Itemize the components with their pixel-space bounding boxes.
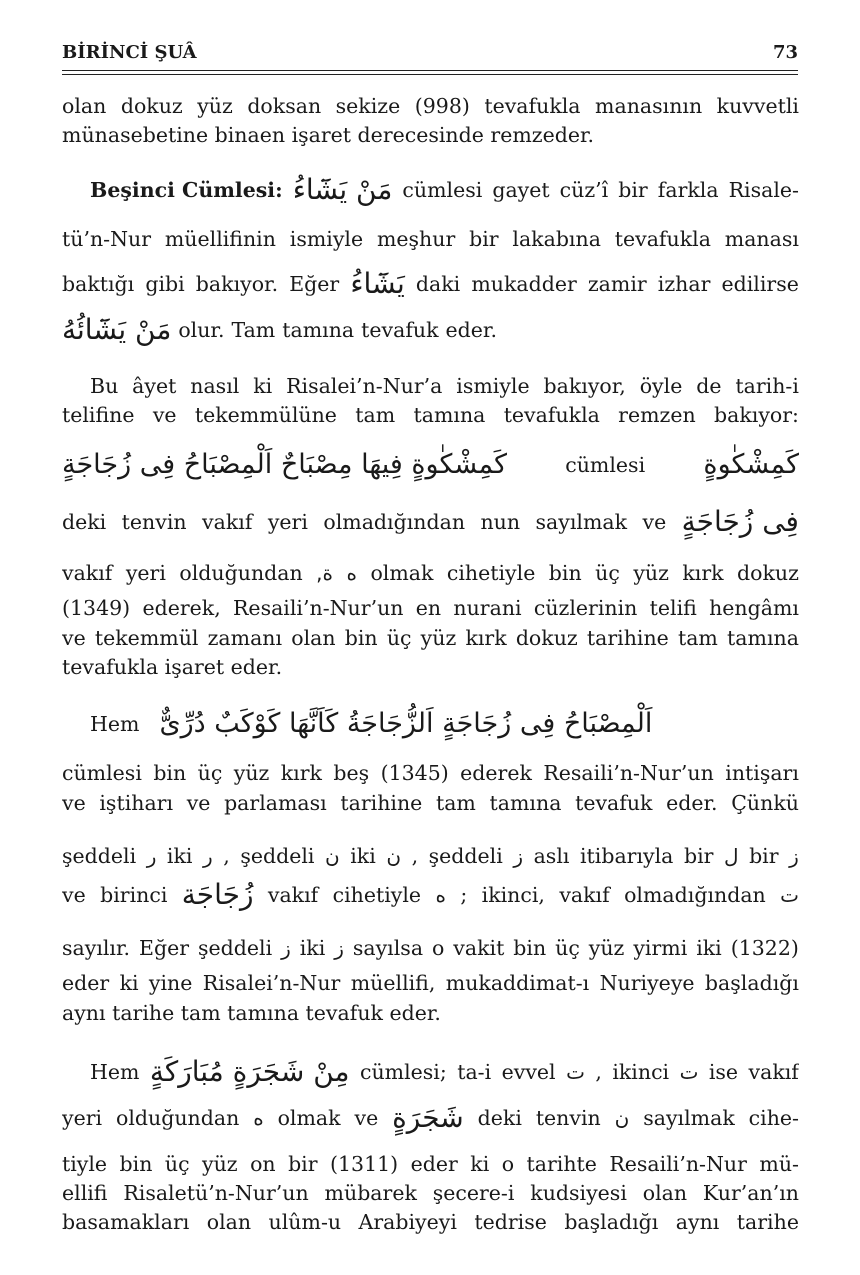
text-line: telifine ve tekemmülüne tam tamına tevafukla remzen bakıyor: bbox=[62, 403, 799, 427]
text-line: münasebetine binaen işaret derecesinde remzeder. bbox=[62, 123, 595, 147]
arabic-phrase: اَلْمِصْبَاحُ فِى زُجَاجَةٍ اَلزُّجَاجَةُ كَاَنَّهَا كَوْكَبٌ دُرِّىٌّ bbox=[159, 708, 653, 739]
arabic-phrase: فِى زُجَاجَةٍ bbox=[681, 505, 799, 538]
arabic-letter: ر bbox=[146, 844, 157, 868]
text-line: tevafukla işaret eder. bbox=[62, 655, 283, 679]
header-rule-top bbox=[62, 70, 798, 71]
text-line: ve iştiharı ve parlaması tarihine tam tamına tevafuk eder. Çünkü bbox=[62, 791, 799, 815]
text-line: aynı tarihe tam tamına tevafuk eder. bbox=[62, 1001, 441, 1025]
text-line: cümlesi bin üç yüz kırk beş (1345) ederek Resaili’n-Nur’un intişarı bbox=[62, 761, 799, 785]
arabic-letter: ز bbox=[281, 936, 291, 960]
page-number: 73 bbox=[772, 42, 798, 63]
text-line: ve tekemmül zamanı olan bin üç yüz kırk dokuz tarihine tam tamına bbox=[62, 626, 799, 650]
section-label: Beşinci Cümlesi: bbox=[90, 178, 283, 202]
text-line: basamakları olan ulûm-u Arabiyeyi tedrise başladığı aynı tarihe bbox=[62, 1210, 799, 1234]
arabic-letter: ة, bbox=[316, 561, 334, 585]
arabic-phrase: مَنْ يَشَٓاءُ bbox=[292, 173, 393, 206]
arabic-letter: ر bbox=[203, 844, 213, 868]
text-line: Bu âyet nasıl ki Risalei’n-Nur’a ismiyle bakıyor, öyle de tarih-i bbox=[90, 374, 799, 398]
text-line: مَنْ يَشَٓائُهُ olur. Tam tamına tevafuk eder. bbox=[62, 308, 799, 352]
arabic-phrase: كَمِشْكٰوةٍ bbox=[703, 449, 799, 480]
arabic-letter: ز bbox=[513, 844, 524, 868]
text-line: (1349) ederek, Resaili’n-Nur’un en nurani cüzlerinin telifi hengâmı bbox=[62, 596, 799, 620]
text-line: sayılır. Eğer şeddeli ز iki ز sayılsa o vakit bin üç yüz yirmi iki (1322) bbox=[62, 928, 799, 968]
running-header bbox=[62, 40, 798, 70]
arabic-letter: ت bbox=[566, 1060, 585, 1084]
text-line: yeri olduğundan ه olmak ve شَجَرَةٍ deki tenvin ن sayılmak cihe- bbox=[62, 1096, 799, 1140]
chapter-title: BİRİNCİ ŞUÂ bbox=[62, 42, 197, 63]
arabic-phrase: مِنْ شَجَرَةٍ مُبَارَكَةٍ bbox=[149, 1055, 350, 1088]
arabic-phrase: كَمِشْكٰوةٍ فِيهَا مِصْبَاحٌ اَلْمِصْبَاحُ فِى زُجَاجَةٍ bbox=[62, 449, 507, 480]
text-line: Beşinci Cümlesi: مَنْ يَشَٓاءُ cümlesi gayet cüz’î bir farkla Risale- bbox=[90, 168, 799, 212]
arabic-phrase: يَشَٓاءُ bbox=[350, 267, 405, 300]
arabic-letter: ن bbox=[614, 1106, 630, 1130]
verse-line: كَمِشْكٰوةٍ فِيهَا مِصْبَاحٌ اَلْمِصْبَاحُ فِى زُجَاجَةٍ cümlesi كَمِشْكٰوةٍ bbox=[62, 443, 799, 487]
arabic-letter: ز bbox=[334, 936, 344, 960]
arabic-letter: ه bbox=[346, 561, 357, 585]
arabic-letter: ه bbox=[435, 883, 446, 907]
header-rule-bottom bbox=[62, 74, 798, 75]
arabic-letter: ز bbox=[789, 844, 799, 868]
verse-line: Hem اَلْمِصْبَاحُ فِى زُجَاجَةٍ اَلزُّجَاجَةُ كَاَنَّهَا كَوْكَبٌ دُرِّىٌّ bbox=[90, 702, 799, 746]
text-line: baktığı gibi bakıyor. Eğer يَشَٓاءُ daki mukadder zamir izhar edilirse bbox=[62, 262, 799, 306]
arabic-letter: ه bbox=[253, 1106, 264, 1130]
arabic-phrase: مَنْ يَشَٓائُهُ bbox=[62, 313, 172, 346]
text-line: olan dokuz yüz doksan sekize (998) tevafukla manasının kuvvetli bbox=[62, 94, 799, 118]
text-line: vakıf yeri olduğundan ة, ه olmak cihetiyle bin üç yüz kırk dokuz bbox=[62, 553, 799, 593]
arabic-letter: ل bbox=[723, 844, 739, 868]
text-line: şeddeli ر iki ر , şeddeli ن iki ن , şeddeli ز aslı itibarıyla bir ل bir ز bbox=[62, 836, 799, 876]
arabic-phrase: زُجَاجَة bbox=[181, 878, 254, 911]
arabic-letter: ن bbox=[325, 844, 340, 868]
text-line: ve birinci زُجَاجَة vakıf cihetiyle ه ; ikinci, vakıf olmadığından ت bbox=[62, 873, 799, 917]
text-line: tü’n-Nur müellifinin ismiyle meşhur bir lakabına tevafukla manası bbox=[62, 227, 799, 251]
arabic-letter: ت bbox=[780, 883, 799, 907]
text-line: tiyle bin üç yüz on bir (1311) eder ki o tarihte Resaili’n-Nur mü- bbox=[62, 1152, 799, 1176]
arabic-letter: ت bbox=[679, 1060, 699, 1084]
arabic-letter: ن bbox=[386, 844, 402, 868]
arabic-phrase: شَجَرَةٍ bbox=[392, 1101, 464, 1134]
text-line: deki tenvin vakıf yeri olmadığından nun sayılmak ve فِى زُجَاجَةٍ bbox=[62, 500, 799, 544]
text-line: eder ki yine Risalei’n-Nur müellifi, mukaddimat-ı Nuriyeye başladığı bbox=[62, 971, 799, 995]
text-line: ellifi Risaletü’n-Nur’un mübarek şecere-i kudsiyesi olan Kur’an’ın bbox=[62, 1181, 799, 1205]
text-line: Hem مِنْ شَجَرَةٍ مُبَارَكَةٍ cümlesi; ta-i evvel ت , ikinci ت ise vakıf bbox=[90, 1050, 799, 1094]
